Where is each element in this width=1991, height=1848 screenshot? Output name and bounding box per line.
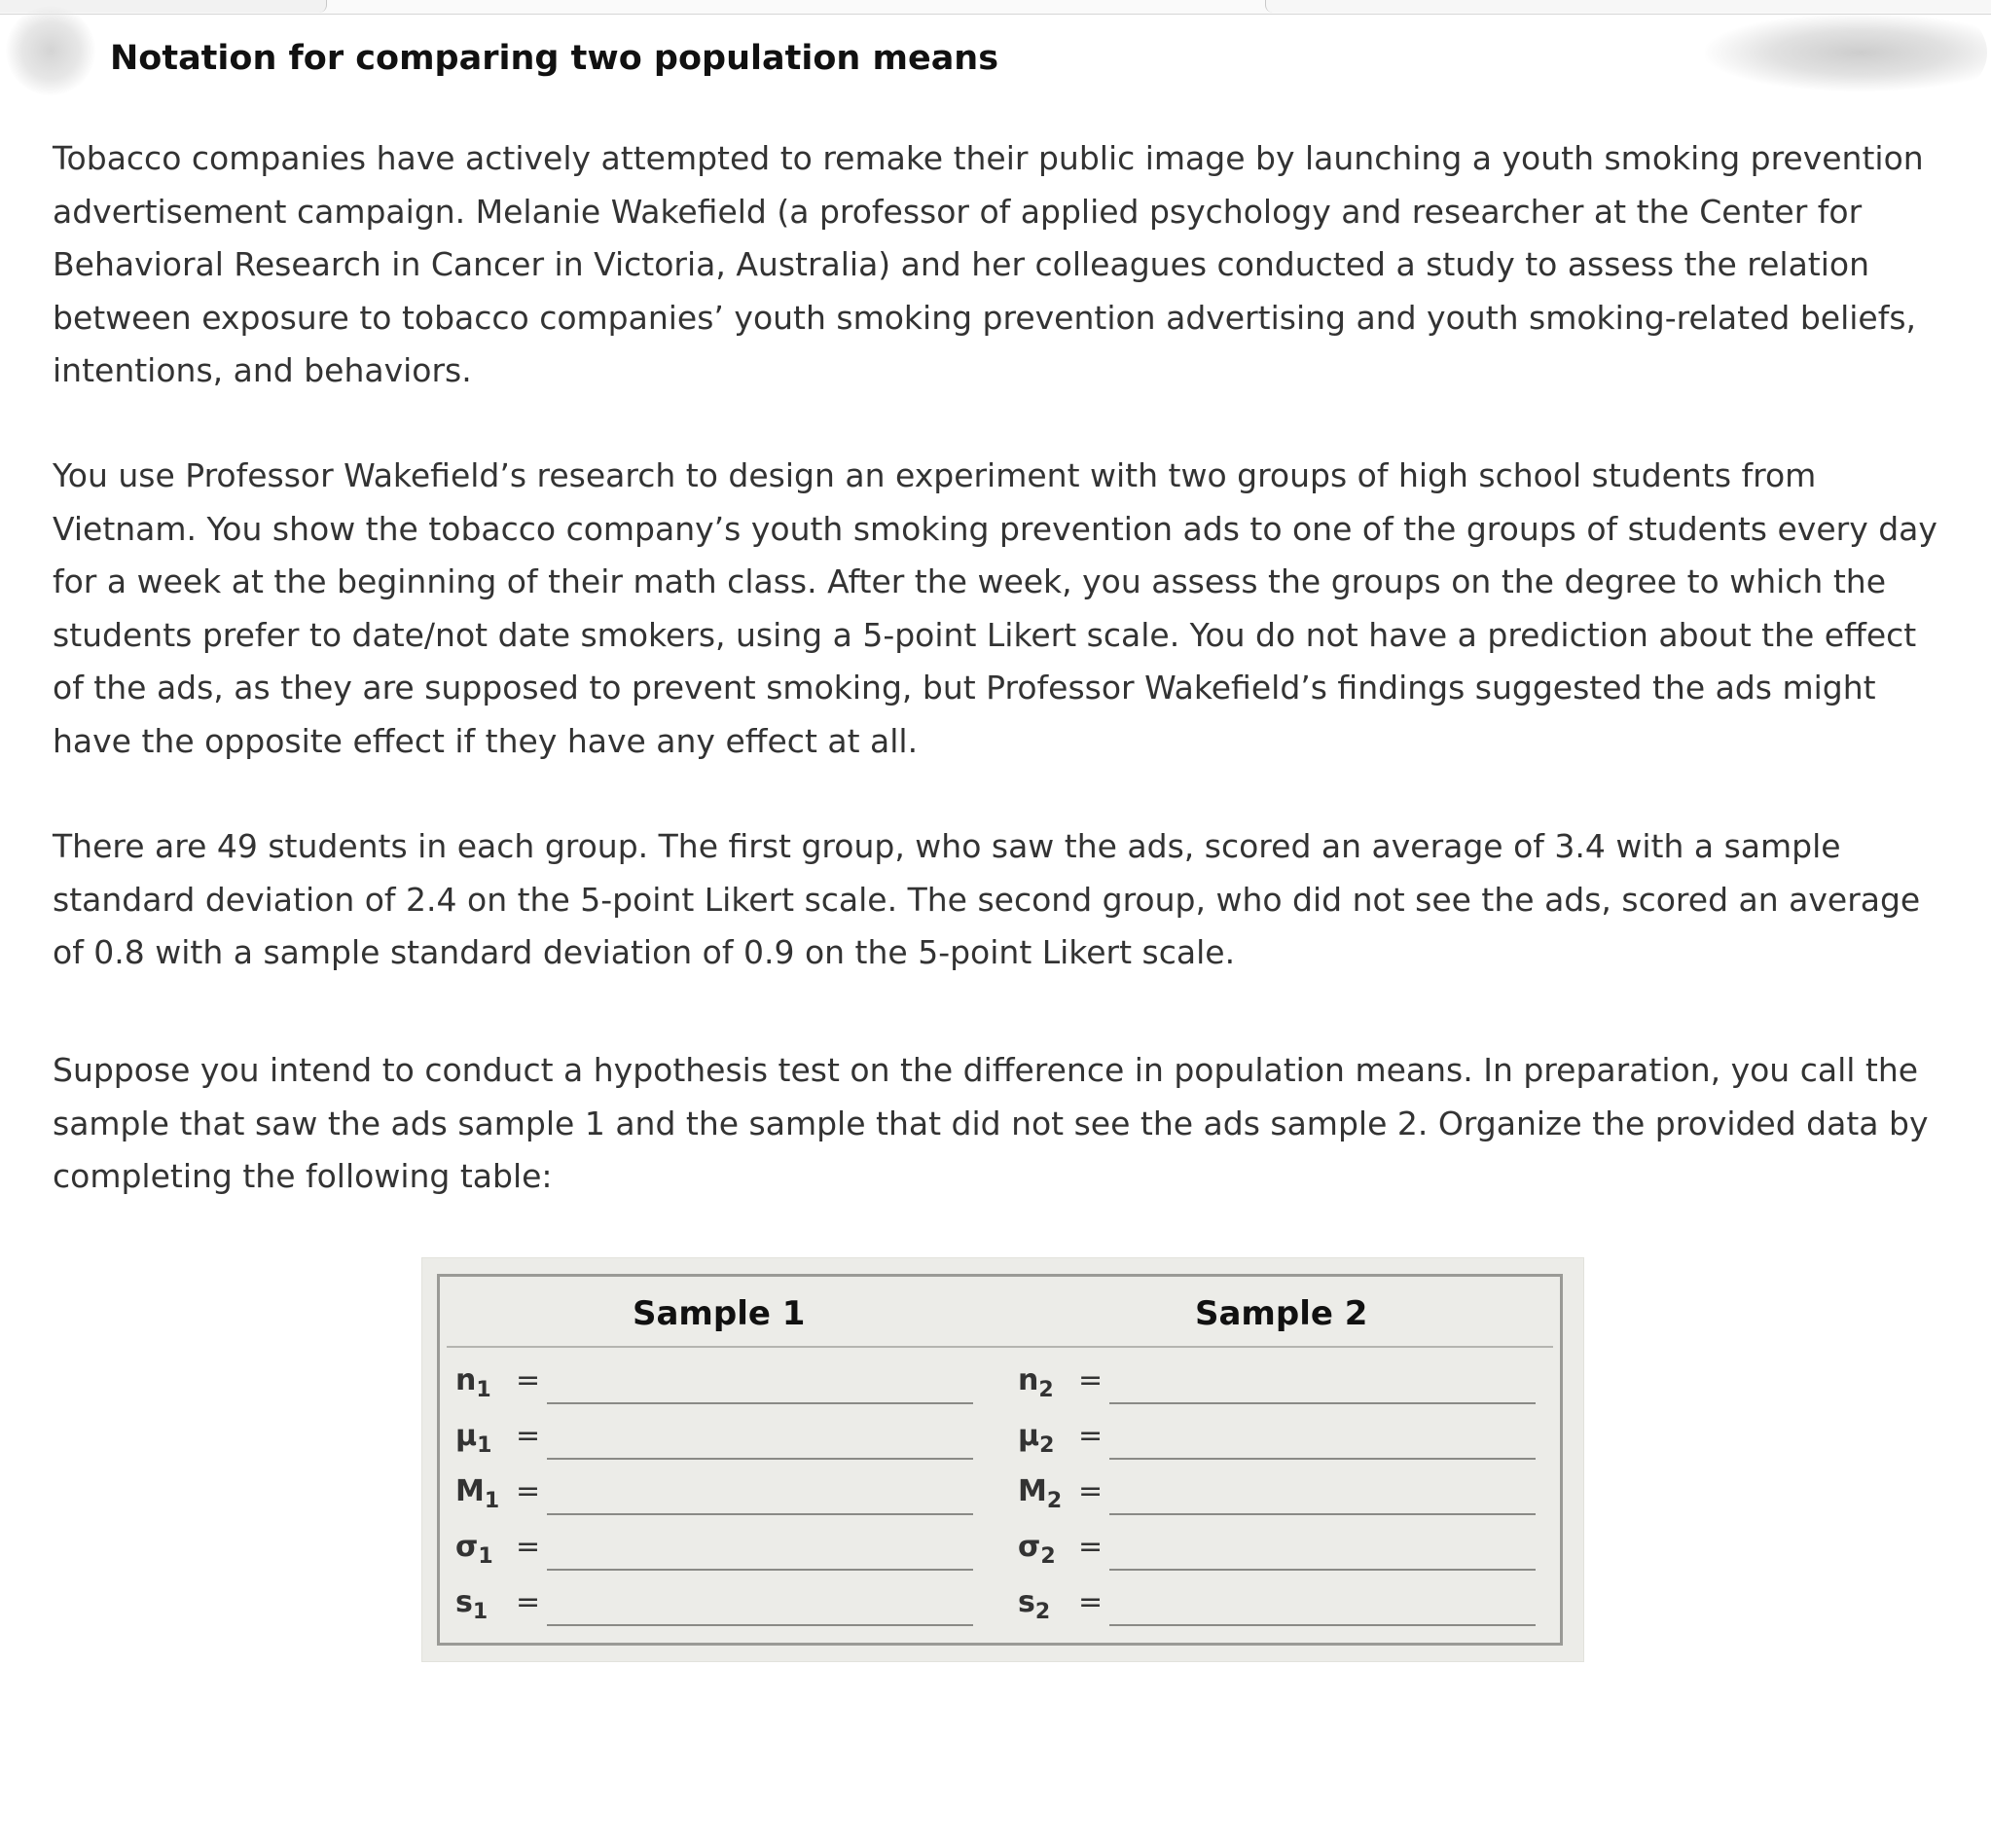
notation-table: [437, 1274, 1563, 1646]
table-row-sample-mean: [440, 1464, 1560, 1519]
sample-1-header: Sample 1: [633, 1294, 806, 1333]
table-rows: [440, 1353, 1560, 1630]
mu2-cell: [1018, 1408, 1536, 1464]
m2-symbol: $M_2$: [1018, 1474, 1063, 1513]
m1-cell: [455, 1464, 973, 1519]
s2-symbol: $s_2$: [1018, 1585, 1051, 1624]
m2-input[interactable]: [1109, 1474, 1536, 1515]
equals-sign: =: [516, 1530, 541, 1564]
s1-input[interactable]: [547, 1585, 973, 1626]
m1-input[interactable]: [547, 1474, 973, 1515]
table-row-sample-sd: [440, 1575, 1560, 1630]
mu2-input[interactable]: [1109, 1419, 1536, 1460]
equals-sign: =: [1078, 1363, 1104, 1397]
mu1-symbol: $\mu_1$: [455, 1419, 492, 1458]
equals-sign: =: [516, 1363, 541, 1397]
header-divider: [447, 1346, 1553, 1348]
instructions-paragraph: Suppose you intend to conduct a hypothesis test on the difference in population means. In preparation, you call the sample that saw the ads sample 1 and the sample that did not see the ads sample 2. Organize the provided data by completing the following table:: [53, 1051, 1929, 1195]
sigma2-cell: [1018, 1519, 1536, 1575]
page-title: Notation for comparing two population means: [110, 39, 999, 78]
equals-sign: =: [1078, 1530, 1104, 1564]
m1-symbol: $M_1$: [455, 1474, 500, 1513]
browser-top-bar: [0, 0, 1991, 15]
right-tab-edge: [1265, 0, 1991, 13]
table-row-sample-size: [440, 1353, 1560, 1408]
mu1-cell: [455, 1408, 973, 1464]
n1-input[interactable]: [547, 1363, 973, 1404]
sigma2-input[interactable]: [1109, 1530, 1536, 1571]
notation-table-panel: [421, 1257, 1584, 1662]
sigma1-input[interactable]: [547, 1530, 973, 1571]
right-smudge: [1705, 14, 1987, 91]
mu2-symbol: $\mu_2$: [1018, 1419, 1055, 1458]
equals-sign: =: [1078, 1419, 1104, 1453]
sigma2-symbol: $\sigma_2$: [1018, 1530, 1056, 1569]
mu1-input[interactable]: [547, 1419, 973, 1460]
sigma1-symbol: $\sigma_1$: [455, 1530, 493, 1569]
n1-symbol: $n_1$: [455, 1363, 491, 1402]
s1-symbol: $s_1$: [455, 1585, 489, 1624]
equals-sign: =: [1078, 1585, 1104, 1619]
n2-symbol: $n_2$: [1018, 1363, 1054, 1402]
sigma1-cell: [455, 1519, 973, 1575]
n1-cell: [455, 1353, 973, 1408]
equals-sign: =: [516, 1474, 541, 1508]
n2-input[interactable]: [1109, 1363, 1536, 1404]
intro-paragraph: Tobacco companies have actively attempted to remake their public image by launching a youth smoking prevention advertisement campaign. Melanie Wakefield (a professor of applied psychology and researcher at the Center for Behavioral Research in Cancer in Victoria, Australia) and her colleagues conducted a study to assess the relation between exposure to tobacco companies’ youth smoking prevention advertising and youth smoking-related beliefs, intentions, and behaviors.: [53, 139, 1924, 389]
sample-2-header: Sample 2: [1195, 1294, 1368, 1333]
s1-cell: [455, 1575, 973, 1630]
s2-cell: [1018, 1575, 1536, 1630]
n2-cell: [1018, 1353, 1536, 1408]
equals-sign: =: [516, 1585, 541, 1619]
equals-sign: =: [516, 1419, 541, 1453]
m2-cell: [1018, 1464, 1536, 1519]
experiment-paragraph: You use Professor Wakefield’s research to design an experiment with two groups of high school students from Vietnam. You show the tobacco company’s youth smoking prevention ads to one of the groups of students every day for a week at the beginning of their math class. After the week, you assess the groups on the degree to which the students prefer to date/not date smokers, using a 5-point Likert scale. You do not have a prediction about the effect of the ads, as they are supposed to prevent smoking, but Professor Wakefield’s findings suggested the ads might have the opposite effect if they have any effect at all.: [53, 456, 1937, 760]
left-smudge: [6, 6, 95, 95]
table-row-population-sd: [440, 1519, 1560, 1575]
data-paragraph: There are 49 students in each group. The first group, who saw the ads, scored an average of 3.4 with a sample standard deviation of 2.4 on the 5-point Likert scale. The second group, who did not see the ads, scored an average of 0.8 with a sample standard deviation of 0.9 on the 5-point Likert scale.: [53, 827, 1921, 971]
s2-input[interactable]: [1109, 1585, 1536, 1626]
equals-sign: =: [1078, 1474, 1104, 1508]
table-row-population-mean: [440, 1408, 1560, 1464]
